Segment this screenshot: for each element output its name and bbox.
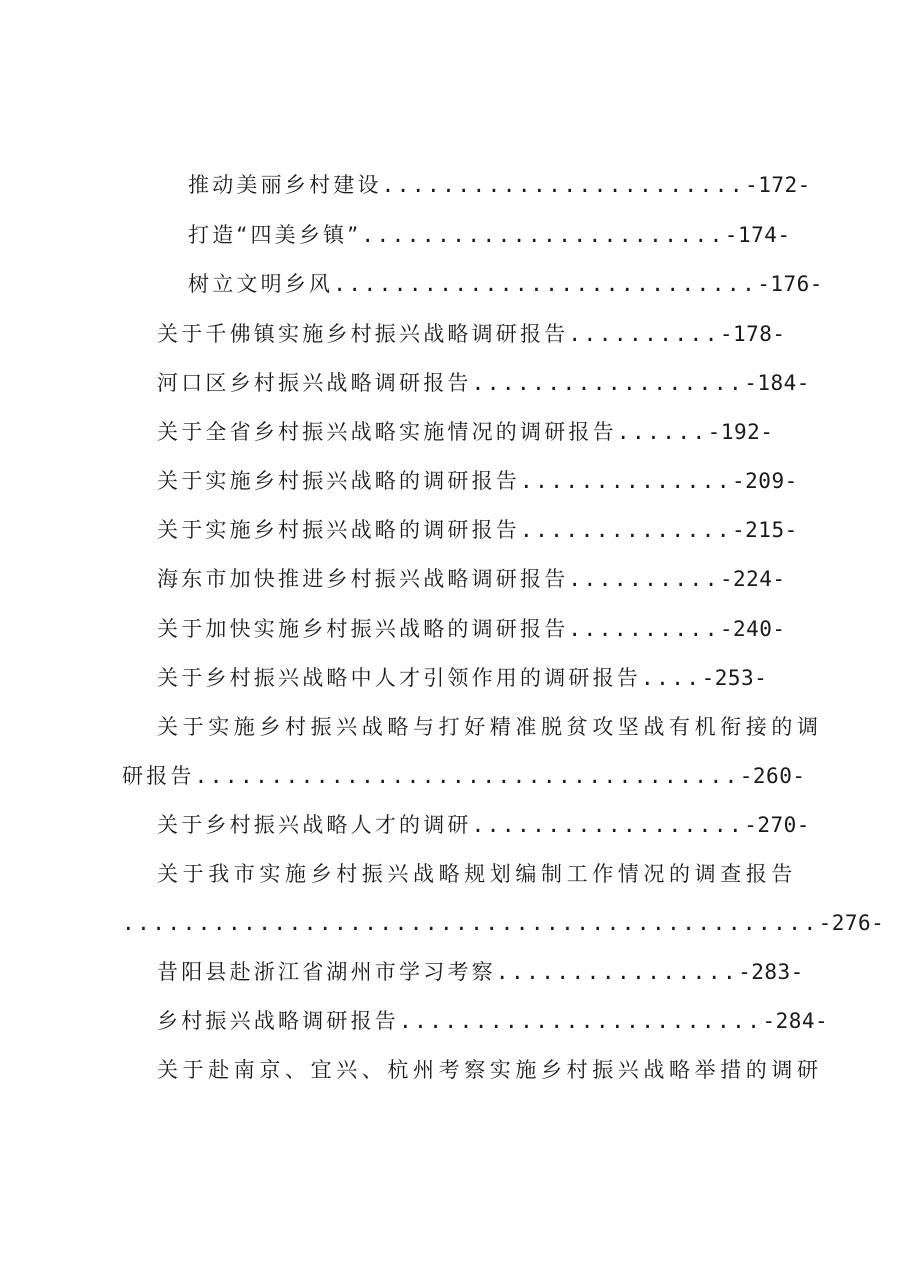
toc-entry — [157, 367, 810, 399]
toc-entry — [157, 318, 786, 350]
toc-entry-title: 研报告 — [122, 764, 195, 788]
toc-page-number: -178- — [719, 322, 786, 346]
toc-entry — [188, 268, 823, 300]
toc-leader-dots: .... — [641, 666, 702, 690]
toc-leader-dots: .............. — [520, 518, 733, 542]
toc-leader-dots: .................. — [471, 371, 745, 395]
toc-entry-title: 关于乡村振兴战略中人才引领作用的调研报告 — [157, 666, 641, 690]
toc-entry — [157, 809, 810, 841]
toc-page-number: -176- — [757, 272, 823, 296]
toc-leader-dots: ................ — [495, 960, 739, 984]
toc-entry — [157, 858, 797, 890]
toc-entry-title: 关于实施乡村振兴战略的调研报告 — [157, 469, 520, 493]
toc-entry — [157, 514, 798, 546]
toc-entry-title: 打造“四美乡镇” — [188, 223, 362, 247]
toc-entry-title: 关于我市实施乡村振兴战略规划编制工作情况的调查报告 — [157, 862, 797, 886]
toc-page-number: -184- — [744, 371, 810, 395]
toc-page-number: -240- — [719, 617, 786, 641]
toc-entry-title: 关于实施乡村振兴战略的调研报告 — [157, 518, 520, 542]
toc-entry-title: 海东市加快推进乡村振兴战略调研报告 — [157, 567, 569, 591]
toc-entry-title: 关于千佛镇实施乡村振兴战略调研报告 — [157, 322, 569, 346]
toc-page-number: -260- — [739, 764, 806, 788]
toc-entry — [157, 613, 786, 645]
toc-leader-dots: .................. — [471, 813, 745, 837]
toc-entry — [157, 563, 786, 595]
toc-entry — [157, 662, 767, 694]
toc-leader-dots: ............................ — [333, 272, 758, 296]
toc-leader-dots: .................................... — [194, 764, 740, 788]
toc-leader-dots: .............................................. — [122, 911, 819, 935]
toc-entry — [157, 1054, 823, 1086]
toc-entry-continuation — [122, 760, 805, 792]
toc-page-number: -224- — [719, 567, 786, 591]
toc-entry — [157, 416, 773, 448]
toc-leader-dots: ........................ — [361, 223, 725, 247]
toc-entry — [157, 956, 804, 988]
toc-entry — [188, 169, 811, 201]
toc-entry-continuation — [122, 907, 884, 939]
toc-page-number: -174- — [724, 223, 791, 247]
toc-entry — [157, 1005, 828, 1037]
toc-entry-title: 关于赴南京、宜兴、杭州考察实施乡村振兴战略举措的调研 — [157, 1058, 823, 1082]
toc-leader-dots: ........................ — [381, 173, 746, 197]
toc-entry-title: 河口区乡村振兴战略调研报告 — [157, 371, 472, 395]
toc-entry — [157, 465, 798, 497]
toc-page-number: -209- — [732, 469, 798, 493]
toc-entry — [157, 711, 823, 743]
toc-entry-title: 关于加快实施乡村振兴战略的调研报告 — [157, 617, 569, 641]
toc-entry — [188, 219, 791, 251]
toc-entry-title: 推动美丽乡村建设 — [188, 173, 382, 197]
toc-leader-dots: .............. — [520, 469, 733, 493]
toc-leader-dots: .......... — [568, 567, 720, 591]
toc-leader-dots: ........................ — [399, 1009, 763, 1033]
toc-page-number: -192- — [707, 420, 774, 444]
toc-leader-dots: ...... — [616, 420, 708, 444]
toc-entry-title: 关于实施乡村振兴战略与打好精准脱贫攻坚战有机衔接的调 — [157, 715, 823, 739]
toc-page-number: -284- — [762, 1009, 829, 1033]
toc-page-number: -276- — [818, 911, 885, 935]
toc-leader-dots: .......... — [568, 322, 720, 346]
toc-page-number: -253- — [701, 666, 768, 690]
toc-page-number: -172- — [745, 173, 811, 197]
toc-page-number: -215- — [732, 518, 798, 542]
toc-entry-title: 昔阳县赴浙江省湖州市学习考察 — [157, 960, 496, 984]
toc-entry-title: 树立文明乡风 — [188, 272, 334, 296]
toc-leader-dots: .......... — [568, 617, 720, 641]
toc-entry-title: 关于全省乡村振兴战略实施情况的调研报告 — [157, 420, 617, 444]
toc-page-number: -270- — [744, 813, 810, 837]
toc-page-number: -283- — [738, 960, 804, 984]
toc-entry-title: 乡村振兴战略调研报告 — [157, 1009, 399, 1033]
toc-entry-title: 关于乡村振兴战略人才的调研 — [157, 813, 472, 837]
